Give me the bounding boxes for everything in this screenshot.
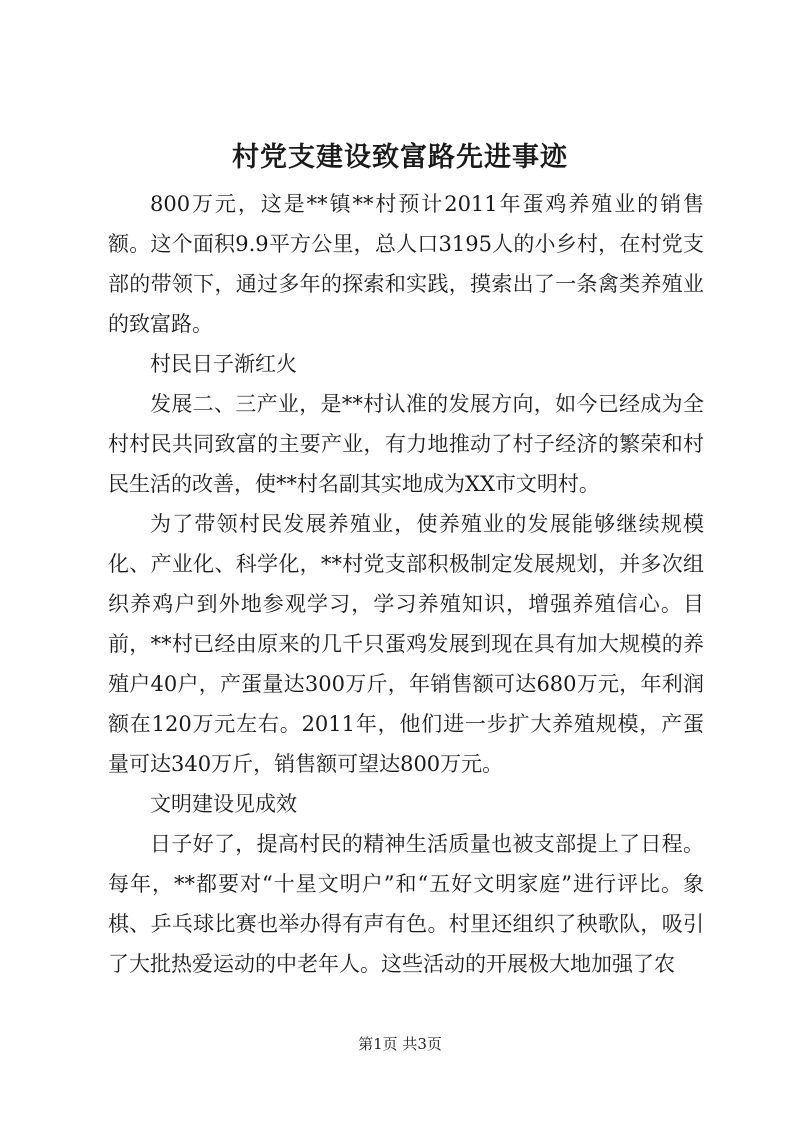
document-title: 村党支建设致富路先进事迹 [232,142,568,173]
section-heading-village-life: 村民日子渐红火 [150,352,297,376]
paragraph-breeding-industry: 为了带领村民发展养殖业，使养殖业的发展能够继续规模化、产业化、科学化，**村党支部积极制定发展规划，并多次组织养鸡户到外地参观学习，学习养殖知识，增强养殖信心。目前，**村已经由原来的几千只蛋鸡发展到现在具有加大规模的养殖户40户，产蛋量达300万斤，年销售额可达680万元，年利润额在120万元左右。2011年，他们进一步扩大养殖规模，产蛋量可达340万斤，销售额可望达800万元。 [108,512,704,776]
page-footer: 第1页 共3页 [358,1035,442,1053]
paragraph-intro: 800万元，这是**镇**村预计2011年蛋鸡养殖业的销售额。这个面积9.9平方公里，总人口3195人的小乡村，在村党支部的带领下，通过多年的探索和实践，摸索出了一条禽类养殖业的致富路。 [108,192,704,336]
document-body [108,184,704,984]
paragraph-development-direction: 发展二、三产业，是**村认准的发展方向，如今已经成为全村村民共同致富的主要产业，有力地推动了村子经济的繁荣和村民生活的改善，使**村名副其实地成为XX市文明村。 [108,392,704,496]
section-heading-civilization: 文明建设见成效 [150,792,297,816]
paragraph-spiritual-life: 日子好了，提高村民的精神生活质量也被支部提上了日程。每年，**都要对“十星文明户”和“五好文明家庭”进行评比。象棋、乒乓球比赛也举办得有声有色。村里还组织了秧歌队，吸引了大批热爱运动的中老年人。这些活动的开展极大地加强了农 [108,832,704,976]
